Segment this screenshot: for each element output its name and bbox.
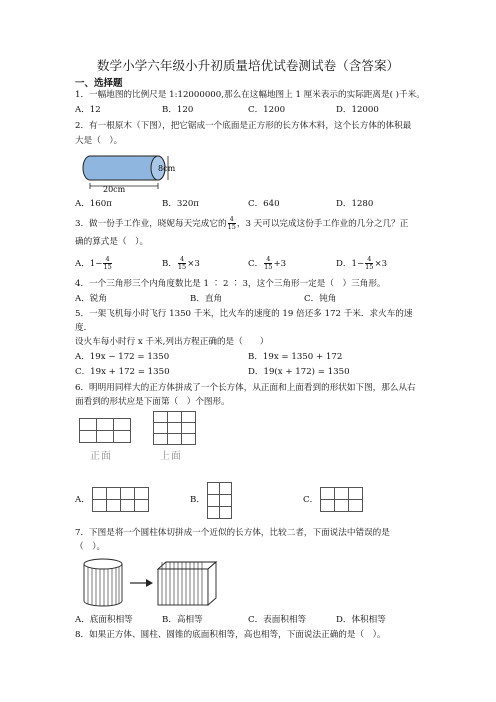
- q3-option-b-den: 15: [177, 263, 187, 271]
- q2-option-a: A．160π: [75, 199, 112, 209]
- q1-stem: 1．一幅地图的比例尺是 1:12000000,那么在这幅地图上 1 厘米表示的实际距离是( )千米。: [75, 90, 425, 100]
- q6-option-a: A．: [75, 495, 90, 505]
- q4-option-c: C．钝角: [304, 294, 337, 304]
- q3-option-d-prefix: D．1−: [336, 259, 365, 269]
- q7-option-d: D．体积相等: [336, 615, 386, 625]
- q7-option-b: B．高相等: [162, 615, 203, 625]
- section-heading: 一、选择题: [75, 78, 123, 89]
- q7-option-c: C．表面积相等: [248, 615, 307, 625]
- q3-stem-line2: 确的算式是（ ）。: [75, 237, 149, 247]
- q2-stem-line1: 2．有一根原木（下图），把它锯成一个底面是正方形的长方体木料，这个长方体的体积最: [75, 121, 412, 131]
- q3-option-c-suffix: +3: [273, 259, 287, 269]
- q3-option-c-den: 15: [264, 263, 273, 271]
- q6-option-c-grid: [320, 487, 363, 512]
- q7-stem-line2: （ ）。: [75, 542, 106, 552]
- q3-option-b-prefix: B．: [162, 259, 177, 269]
- q8-stem: 8．如果正方体、圆柱、圆锥的底面积相等，高也相等，下面说法正确的是（ ）。: [75, 630, 386, 640]
- q5-option-a: A．19x − 172 = 1350: [75, 352, 170, 362]
- q3-frac-denominator: 15: [227, 223, 236, 231]
- q3-option-c: [248, 256, 286, 271]
- q4-option-b: B．直角: [190, 294, 223, 304]
- q4-option-a: A．锐角: [75, 294, 107, 304]
- q2-option-b: B．320π: [162, 199, 199, 209]
- q3-option-b-fraction: [178, 256, 186, 271]
- q5-option-c: C．19x + 172 = 1350: [75, 367, 170, 377]
- q3-option-a-prefix: A．1−: [75, 259, 103, 269]
- q6-option-c: C．: [303, 495, 319, 505]
- q5-option-b: B．19x = 1350 + 172: [248, 352, 343, 362]
- q5-option-d: D．19(x + 172) = 1350: [248, 367, 350, 377]
- q4-stem: 4．一个三角形三个内角度数比是 1 ∶ 2 ∶ 3，这个三角形一定是（ ）三角形。: [75, 279, 386, 289]
- q3-option-d-den: 15: [365, 263, 374, 271]
- q2-length-label: 20cm: [103, 185, 126, 194]
- q3-frac-numerator: 4: [228, 216, 236, 224]
- q3-option-c-prefix: C．: [248, 259, 264, 269]
- q3-option-c-fraction: [264, 256, 272, 271]
- q1-option-d: D．12000: [336, 105, 379, 115]
- q3-option-a-den: 15: [103, 263, 112, 271]
- q3-stem-line1: [75, 216, 408, 231]
- q2-option-c: C．640: [248, 199, 280, 209]
- top-view-grid: [153, 411, 196, 445]
- q1-option-c: C．1200: [248, 105, 286, 115]
- q7-option-a: A．底面积相等: [75, 615, 133, 625]
- q6-option-b-grid: [207, 482, 232, 519]
- q6-option-a-grid: [92, 487, 149, 512]
- q3-option-b-suffix: ×3: [187, 259, 200, 269]
- front-view-caption: 正面: [90, 451, 112, 462]
- q5-stem-line1: 5．一架飞机每小时飞行 1350 千米，比火车的速度的 19 倍还多 172 千米．求火车的速: [75, 309, 413, 319]
- q3-stem-part1: 3．做一份手工作业，晓妮每天完成它的: [75, 219, 227, 229]
- q2-option-d: D．1280: [336, 199, 374, 209]
- q5-stem-line3: 设火车每小时行 x 千米,列出方程正确的是（ ）: [75, 337, 269, 347]
- q6-option-b: B．: [190, 495, 205, 505]
- q3-option-b-num: 4: [178, 256, 186, 264]
- q3-option-a-num: 4: [103, 256, 111, 264]
- q1-option-b: B．120: [162, 105, 194, 115]
- page-title: 数学小学六年级小升初质量培优试卷测试卷（含答案）: [96, 58, 400, 73]
- q1-option-a: A．12: [75, 105, 101, 115]
- q3-option-d-num: 4: [365, 256, 373, 264]
- q3-option-c-num: 4: [264, 256, 272, 264]
- q6-stem-line2: 面看到的形状应是下面第（ ）个图形。: [75, 397, 230, 407]
- q3-option-b: [162, 256, 200, 271]
- q6-stem-line1: 6．明明用同样大的正方体拼成了一个长方体，从正面和上面看到的形状如下图，那么从右: [75, 383, 416, 393]
- q3-fraction: [228, 216, 236, 231]
- q3-stem-part2: ，3 天可以完成这份手工作业的几分之几？正: [236, 219, 409, 229]
- q7-stem-line1: 7．下图是将一个圆柱体切拼成一个近似的长方体，比较二者，下面说法中错误的是: [75, 528, 390, 538]
- q3-option-d: [336, 256, 387, 271]
- q3-option-d-suffix: ×3: [374, 259, 388, 269]
- q2-stem-line2: 大是（ ）。: [75, 136, 123, 146]
- q3-option-a-fraction: [103, 256, 111, 271]
- q3-option-d-fraction: [365, 256, 373, 271]
- q5-stem-line2: 度．: [75, 323, 93, 333]
- q2-height-label: 8cm: [158, 164, 176, 173]
- front-view-grid: [79, 418, 131, 443]
- top-view-caption: 上面: [160, 451, 182, 462]
- cylinder-to-cuboid-figure: [78, 557, 228, 609]
- q3-option-a: [75, 256, 113, 271]
